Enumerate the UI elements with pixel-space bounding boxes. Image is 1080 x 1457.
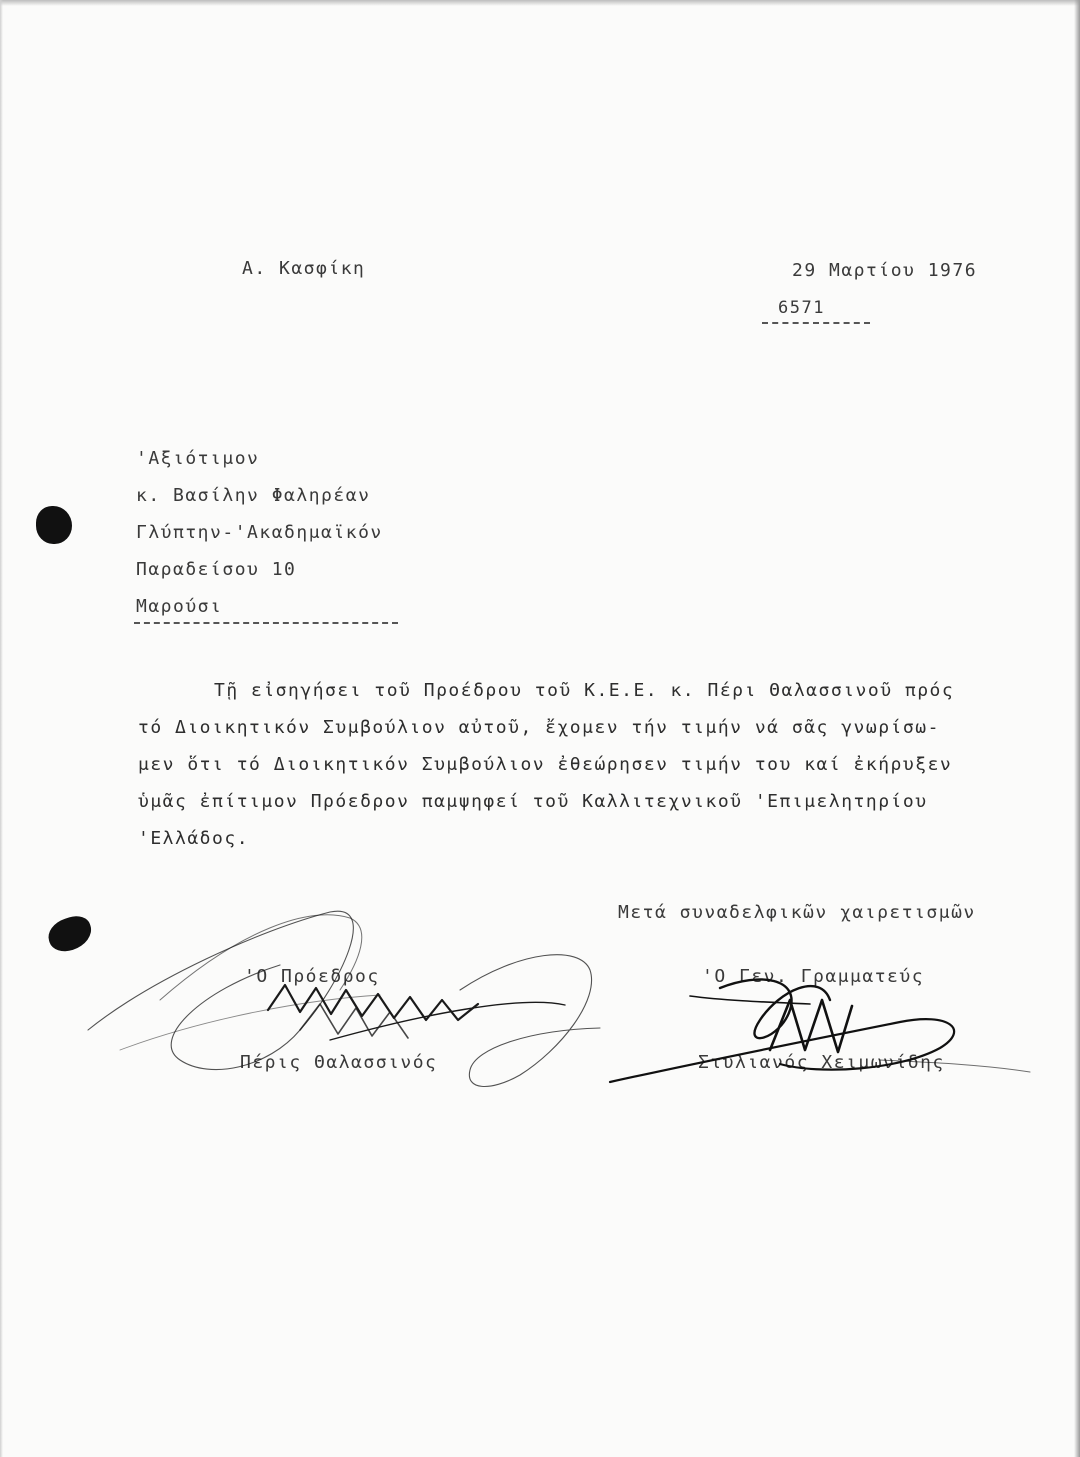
recipient-underline <box>134 622 398 624</box>
closing-greeting: Μετά συναδελφικῶν χαιρετισμῶν <box>618 902 976 923</box>
body-line: 'Ελλάδος. <box>138 828 250 849</box>
body-line: τό Διοικητικόν Συμβούλιον αὐτοῦ, ἔχομεν τήν τιμήν νά σᾶς γνωρίσω- <box>138 717 940 738</box>
ink-blot-upper <box>36 506 72 544</box>
left-signatory-name: Πέρις Θαλασσινός <box>240 1052 438 1073</box>
scan-edge-left <box>0 0 3 1457</box>
reference-number: 6571 <box>778 298 825 318</box>
recipient-street: Παραδείσου 10 <box>136 559 297 580</box>
right-signatory-name: Στυλιανός Χειμωνίδης <box>698 1052 945 1073</box>
recipient-name: κ. Βασίλην Φαληρέαν <box>136 485 371 506</box>
body-line: Τῇ εἰσηγήσει τοῦ Προέδρου τοῦ Κ.Ε.Ε. κ. Πέρι Θαλασσινοῦ πρός <box>214 680 955 701</box>
scan-edge-top <box>0 0 1080 6</box>
sender-initials: Α. Κασφίκη <box>242 258 366 279</box>
ink-blot-lower <box>44 912 96 956</box>
right-signatory-role: 'Ο Γεν. Γραμματεύς <box>702 966 925 987</box>
letter-date: 29 Μαρτίου 1976 <box>792 260 978 281</box>
reference-underline <box>762 322 870 324</box>
body-line: μεν ὅτι τό Διοικητικόν Συμβούλιον ἐθεώρησεν τιμήν του καί ἐκήρυξεν <box>138 754 953 775</box>
recipient-city: Μαρούσι <box>136 596 223 617</box>
letter-body <box>138 672 1008 857</box>
body-line: ὑμᾶς ἐπίτιμον Πρόεδρον παμψηφεί τοῦ Καλλιτεχνικοῦ 'Επιμελητηρίου <box>138 791 928 812</box>
recipient-title: Γλύπτην-'Ακαδημαϊκόν <box>136 522 383 543</box>
left-signatory-role: 'Ο Πρόεδρος <box>244 966 380 987</box>
scan-edge-right <box>1074 0 1080 1457</box>
recipient-salutation: 'Αξιότιμον <box>136 448 260 469</box>
